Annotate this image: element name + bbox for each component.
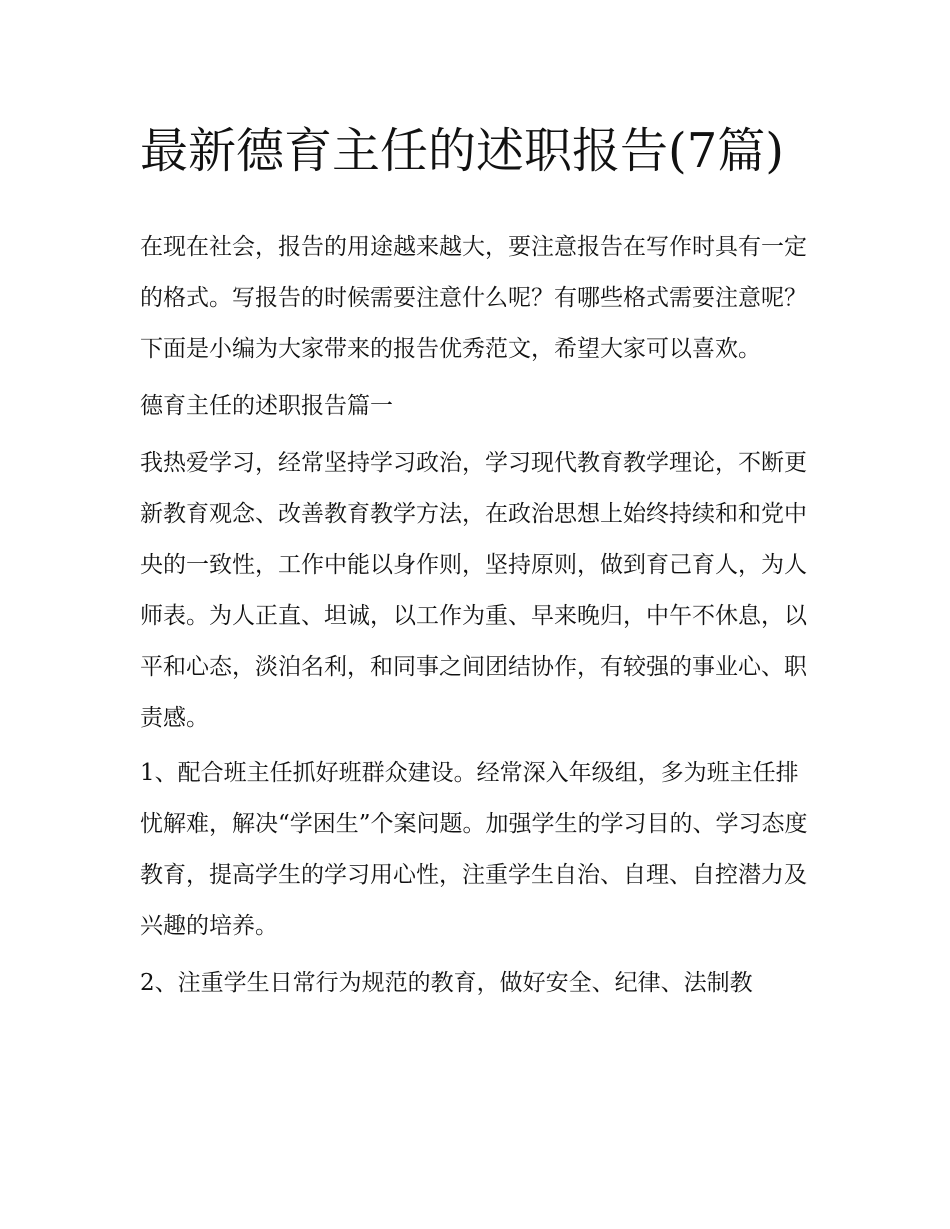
list-item-2: 2、注重学生日常行为规范的教育，做好安全、纪律、法制教 [140,970,753,996]
section-heading: 德育主任的述职报告篇一 [140,393,393,419]
list-item-1: 1、配合班主任抓好班群众建设。经常深入年级组，多为班主任排忧解难，解决“学困生”个案问题。加强学生的学习目的、学习态度教育，提高学生的学习用心性，注重学生自治、自理、自控潜力及兴趣的培养。 [140,760,808,939]
intro-paragraph: 在现在社会，报告的用途越来越大，要注意报告在写作时具有一定的格式。写报告的时候需要注意什么呢？有哪些格式需要注意呢？下面是小编为大家带来的报告优秀范文，希望大家可以喜欢。 [140,234,807,362]
document-content [140,112,812,1009]
document-title: 最新德育主任的述职报告(7篇) [140,123,784,179]
body-paragraph: 我热爱学习，经常坚持学习政治，学习现代教育教学理论，不断更新教育观念、改善教育教学方法，在政治思想上始终持续和和党中央的一致性，工作中能以身作则，坚持原则，做到育己育人，为人师表。为人正直、坦诚，以工作为重、早来晚归，中午不休息，以平和心态，淡泊名利，和同事之间团结协作，有较强的事业心、职责感。 [140,450,807,731]
